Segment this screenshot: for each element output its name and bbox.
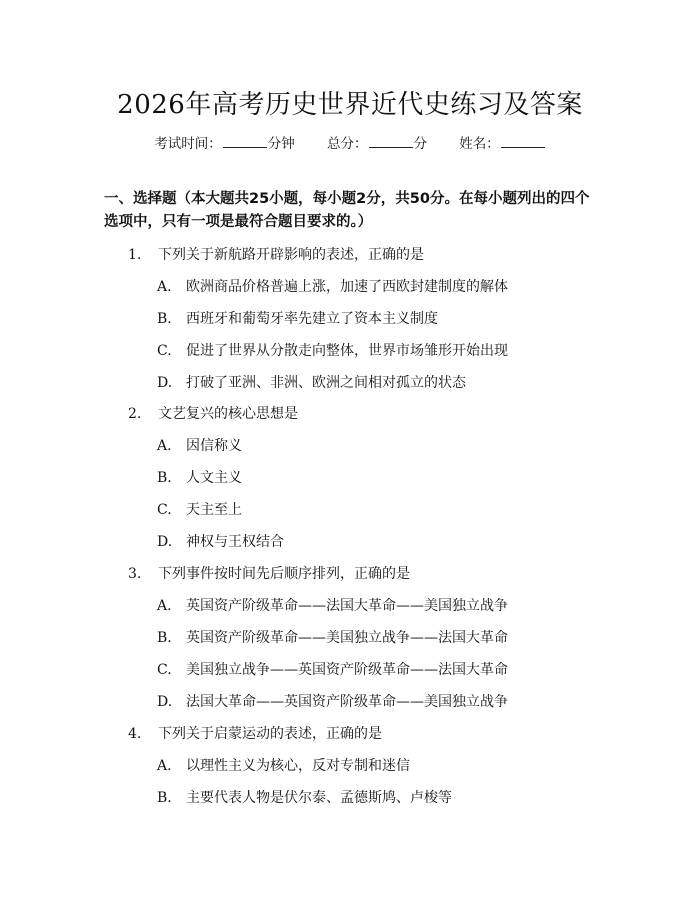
option-letter: B.: [157, 311, 172, 327]
question-stem: 下列事件按时间先后顺序排列，正确的是: [158, 566, 410, 582]
total-score-unit: 分: [413, 136, 427, 152]
option-text: 英国资产阶级革命——法国大革命——美国独立战争: [186, 598, 508, 614]
total-score-field: [327, 132, 427, 152]
question-2: [128, 403, 298, 423]
option-text: 西班牙和葡萄牙率先建立了资本主义制度: [186, 311, 438, 327]
option-text: 人文主义: [186, 470, 242, 486]
question-2-option-b: [157, 467, 242, 487]
student-name-field: [459, 132, 546, 152]
option-letter: A.: [157, 758, 172, 774]
option-text: 因信称义: [186, 438, 242, 454]
option-letter: C.: [157, 502, 172, 518]
question-number: 2.: [128, 406, 142, 422]
question-1-option-b: [157, 308, 438, 328]
question-4: [128, 723, 382, 743]
option-letter: D.: [157, 534, 173, 550]
exam-time-blank: [223, 135, 267, 148]
question-1-option-c: [157, 340, 508, 360]
exam-time-label: 考试时间：: [154, 136, 222, 152]
total-score-label: 总分：: [327, 136, 368, 152]
student-name-blank: [501, 135, 545, 148]
option-letter: A.: [157, 279, 172, 295]
option-text: 主要代表人物是伏尔泰、孟德斯鸠、卢梭等: [186, 790, 452, 806]
option-text: 法国大革命——英国资产阶级革命——美国独立战争: [186, 694, 508, 710]
question-3-option-d: [157, 691, 508, 711]
option-text: 天主至上: [186, 502, 242, 518]
question-number: 1.: [128, 247, 142, 263]
exam-info-line: [0, 132, 700, 152]
student-name-label: 姓名：: [459, 136, 500, 152]
option-text: 神权与王权结合: [186, 534, 284, 550]
exam-time-field: [154, 132, 295, 152]
option-letter: A.: [157, 598, 172, 614]
question-2-option-c: [157, 499, 242, 519]
option-text: 打破了亚洲、非洲、欧洲之间相对孤立的状态: [186, 375, 466, 391]
option-text: 英国资产阶级革命——美国独立战争——法国大革命: [186, 630, 508, 646]
question-1: [128, 244, 424, 264]
option-letter: B.: [157, 790, 172, 806]
option-text: 美国独立战争——英国资产阶级革命——法国大革命: [186, 662, 508, 678]
question-1-option-d: [157, 372, 466, 392]
section-heading: 一、选择题（本大题共25小题，每小题2分，共50分。在每小题列出的四个选项中，只有一项是最符合题目要求的。）: [104, 191, 590, 230]
question-3-option-a: [157, 595, 508, 615]
option-letter: C.: [157, 662, 172, 678]
option-letter: C.: [157, 343, 172, 359]
option-letter: A.: [157, 438, 172, 454]
option-letter: D.: [157, 375, 173, 391]
option-letter: D.: [157, 694, 173, 710]
option-text: 促进了世界从分散走向整体，世界市场雏形开始出现: [186, 343, 508, 359]
total-score-blank: [369, 135, 413, 148]
question-stem: 文艺复兴的核心思想是: [158, 406, 298, 422]
option-text: 以理性主义为核心，反对专制和迷信: [186, 758, 410, 774]
question-number: 3.: [128, 566, 142, 582]
question-3-option-b: [157, 627, 508, 647]
question-2-option-a: [157, 435, 242, 455]
question-4-option-a: [157, 755, 410, 775]
option-letter: B.: [157, 630, 172, 646]
question-2-option-d: [157, 531, 284, 551]
option-letter: B.: [157, 470, 172, 486]
question-3-option-c: [157, 659, 508, 679]
question-1-option-a: [157, 276, 508, 296]
page-title: 2026年高考历史世界近代史练习及答案: [117, 90, 583, 120]
question-4-option-b: [157, 787, 452, 807]
question-number: 4.: [128, 726, 142, 742]
exam-time-unit: 分钟: [267, 136, 295, 152]
question-3: [128, 563, 410, 583]
question-stem: 下列关于新航路开辟影响的表述，正确的是: [158, 247, 424, 263]
option-text: 欧洲商品价格普遍上涨，加速了西欧封建制度的解体: [186, 279, 508, 295]
question-stem: 下列关于启蒙运动的表述，正确的是: [158, 726, 382, 742]
